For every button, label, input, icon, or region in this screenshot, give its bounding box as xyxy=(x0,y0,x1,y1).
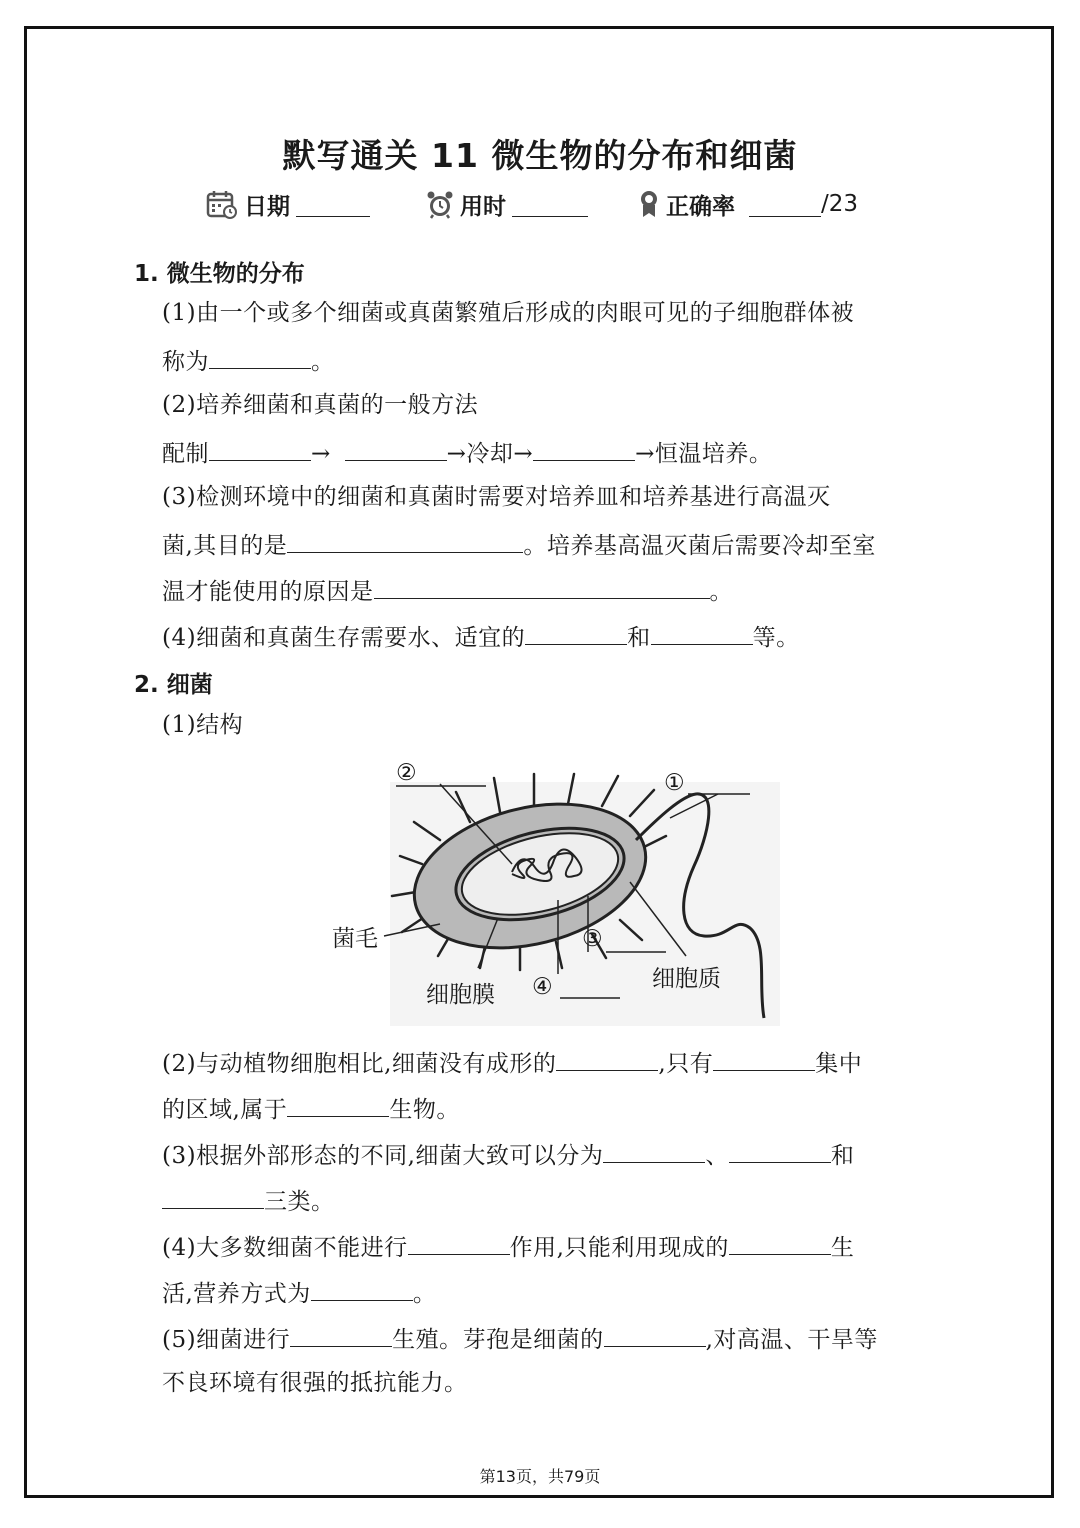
label-cytoplasm: 细胞质 xyxy=(652,966,721,992)
answer-blank[interactable] xyxy=(603,1138,705,1163)
section-1-heading: 1. 微生物的分布 xyxy=(134,261,305,287)
answer-blank[interactable] xyxy=(209,436,311,461)
answer-blank[interactable] xyxy=(713,1046,815,1071)
answer-blank[interactable] xyxy=(604,1322,706,1347)
answer-blank[interactable] xyxy=(408,1230,510,1255)
page-footer: 第13页，共79页 xyxy=(479,1467,601,1486)
section-2-heading: 2. 细菌 xyxy=(134,672,213,698)
s2-q5-line1: (5)细菌进行 生殖。芽孢是细菌的 ,对高温、干旱等 xyxy=(162,1322,878,1355)
answer-blank[interactable] xyxy=(162,1184,264,1209)
label-2: ② xyxy=(396,760,417,786)
s1-q3-line3: 温才能使用的原因是 。 xyxy=(162,574,733,607)
date-blank[interactable] xyxy=(296,192,370,217)
time-field xyxy=(426,186,588,222)
s1-q3-line1: (3)检测环境中的细菌和真菌时需要对培养皿和培养基进行高温灭 xyxy=(162,484,831,510)
award-ribbon-icon xyxy=(638,189,660,219)
answer-blank[interactable] xyxy=(533,436,635,461)
date-label: 日期 xyxy=(244,193,290,220)
bacterium-diagram xyxy=(330,756,790,1028)
answer-blank[interactable] xyxy=(374,574,710,599)
answer-blank[interactable] xyxy=(345,436,447,461)
s2-q4-line1: (4)大多数细菌不能进行 作用,只能利用现成的 生 xyxy=(162,1230,854,1263)
label-1: ① xyxy=(664,770,685,796)
s1-q2-line2: 配制 → →冷却→ →恒温培养。 xyxy=(162,436,772,469)
answer-blank[interactable] xyxy=(287,1092,389,1117)
label-3: ③ xyxy=(582,926,603,952)
answer-blank[interactable] xyxy=(209,344,311,369)
answer-blank[interactable] xyxy=(311,1276,413,1301)
s2-q2-line2: 的区域,属于 生物。 xyxy=(162,1092,460,1125)
label-4: ④ xyxy=(532,974,553,1000)
date-field xyxy=(206,186,370,222)
answer-blank[interactable] xyxy=(287,528,523,553)
s1-q4: (4)细菌和真菌生存需要水、适宜的 和 等。 xyxy=(162,620,800,653)
label-membrane: 细胞膜 xyxy=(426,982,495,1008)
s1-q1-line2: 称为 。 xyxy=(162,344,335,377)
accuracy-label: 正确率 xyxy=(666,193,735,220)
accuracy-total: /23 xyxy=(821,191,859,217)
answer-blank[interactable] xyxy=(651,620,753,645)
time-label: 用时 xyxy=(460,193,506,220)
s1-q1-line1: (1)由一个或多个细菌或真菌繁殖后形成的肉眼可见的子细胞群体被 xyxy=(162,300,855,326)
answer-blank[interactable] xyxy=(290,1322,392,1347)
answer-blank[interactable] xyxy=(556,1046,658,1071)
answer-blank[interactable] xyxy=(525,620,627,645)
s2-q3-line2: 三类。 xyxy=(162,1184,335,1217)
calendar-icon xyxy=(206,189,238,219)
s2-q1: (1)结构 xyxy=(162,712,244,738)
page-title: 默写通关 11 微生物的分布和细菌 xyxy=(282,136,798,175)
s1-q3-line2: 菌,其目的是 。培养基高温灭菌后需要冷却至室 xyxy=(162,528,876,561)
answer-blank[interactable] xyxy=(729,1230,831,1255)
s2-q2-line1: (2)与动植物细胞相比,细菌没有成形的 ,只有 集中 xyxy=(162,1046,862,1079)
s2-q5-line2: 不良环境有很强的抵抗能力。 xyxy=(162,1370,468,1396)
s2-q4-line2: 活,营养方式为 。 xyxy=(162,1276,436,1309)
accuracy-field xyxy=(638,186,858,222)
accuracy-blank[interactable] xyxy=(749,192,821,217)
s2-q3-line1: (3)根据外部形态的不同,细菌大致可以分为 、 和 xyxy=(162,1138,854,1171)
time-blank[interactable] xyxy=(512,192,588,217)
answer-blank[interactable] xyxy=(729,1138,831,1163)
s1-q2-line1: (2)培养细菌和真菌的一般方法 xyxy=(162,392,479,418)
label-pili: 菌毛 xyxy=(332,926,378,952)
alarm-clock-icon xyxy=(426,189,454,219)
